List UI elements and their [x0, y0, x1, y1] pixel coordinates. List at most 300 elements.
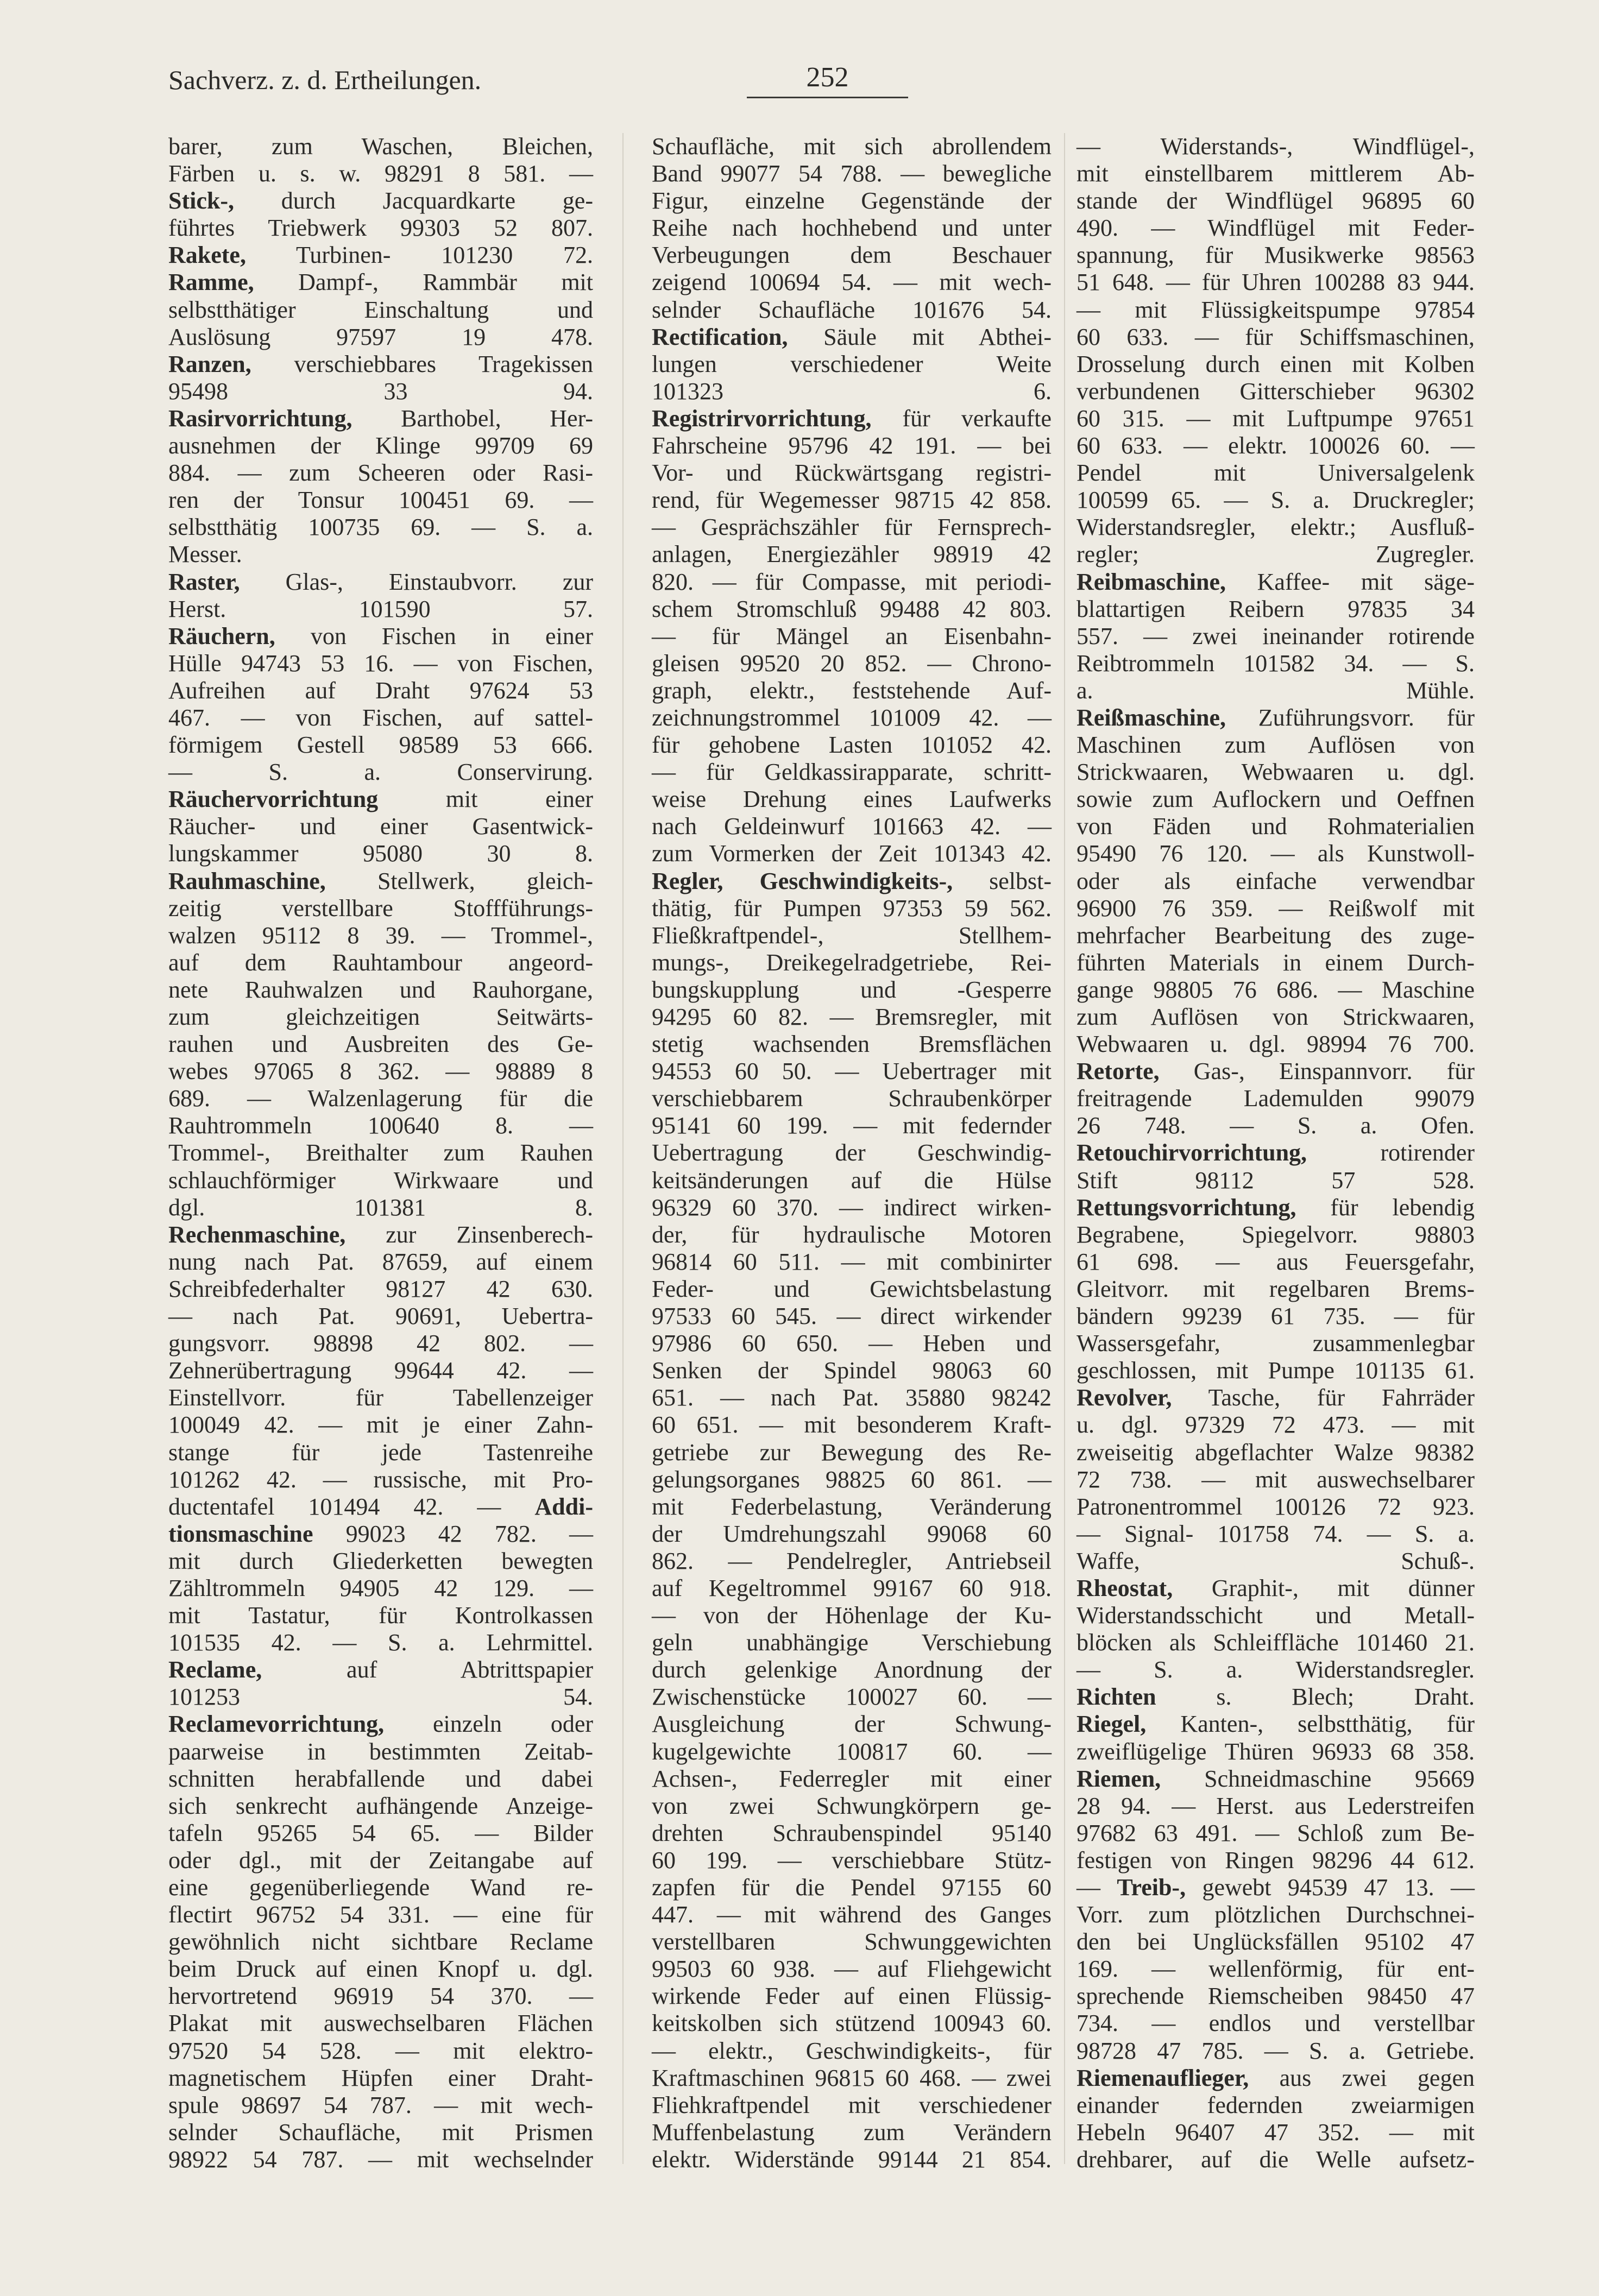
index-text: mit Tastatur, für Kontrolkassen	[168, 1602, 593, 1629]
index-text: dgl. 101381 8.	[168, 1194, 593, 1221]
index-text: Vorr. zum plötzlichen Durchschnei-	[1077, 1901, 1475, 1928]
index-text: rotirender	[1307, 1139, 1475, 1166]
index-line	[652, 1330, 1052, 1357]
index-line	[652, 215, 1052, 242]
index-text: mit durch Gliederketten bewegten	[168, 1547, 593, 1574]
index-text: — elektr., Geschwindigkeits-, für	[652, 2037, 1052, 2064]
index-text: Gleitvorr. mit regelbaren Brems-	[1077, 1275, 1475, 1302]
index-line	[652, 1031, 1052, 1058]
index-headword: Stick-,	[168, 187, 234, 215]
index-line	[168, 459, 593, 487]
index-line	[168, 1656, 593, 1683]
index-line	[1077, 569, 1475, 596]
index-text: selnder Schaufläche 101676 54.	[652, 296, 1052, 323]
index-line	[1077, 324, 1475, 351]
index-line	[168, 2119, 593, 2146]
index-line	[1077, 2010, 1475, 2037]
index-line	[1077, 1384, 1475, 1411]
index-text: —	[1077, 1874, 1117, 1901]
index-text: Ausgleichung der Schwung-	[652, 1711, 1052, 1738]
index-line	[1077, 786, 1475, 813]
index-line	[1077, 895, 1475, 922]
index-text: 60 199. — verschiebbare Stütz-	[652, 1846, 1052, 1874]
index-text: 557. — zwei ineinander rotirende	[1077, 622, 1475, 649]
index-text: Maschinen zum Auflösen von	[1077, 731, 1475, 759]
index-line	[1077, 2119, 1475, 2146]
index-line	[1077, 1575, 1475, 1602]
index-text: 94553 60 50. — Uebertrager mit	[652, 1058, 1052, 1085]
running-header: Sachverz. z. d. Ertheilungen.	[168, 65, 482, 95]
index-text: führten Materials in einem Durch-	[1077, 949, 1475, 976]
index-line	[1077, 677, 1475, 704]
index-text: förmigem Gestell 98589 53 666.	[168, 731, 593, 759]
index-text: Waffe, Schuß-.	[1077, 1547, 1475, 1574]
index-text: Strickwaaren, Webwaaren u. dgl.	[1077, 759, 1475, 786]
index-line	[652, 1493, 1052, 1521]
index-line	[1077, 1738, 1475, 1765]
index-line	[1077, 1357, 1475, 1384]
index-line	[1077, 1793, 1475, 1820]
index-line	[168, 1439, 593, 1466]
index-line	[1077, 1656, 1475, 1683]
index-text: nung nach Pat. 87659, auf einem	[168, 1248, 593, 1275]
index-text: Dampf-, Rammbär mit	[254, 269, 593, 296]
index-text: gewöhnlich nicht sichtbare Reclame	[168, 1928, 593, 1956]
index-headword: Rectification,	[652, 323, 788, 350]
index-line	[1077, 1031, 1475, 1058]
index-line	[168, 487, 593, 514]
index-column-1	[168, 133, 593, 2173]
index-headword: Richten	[1077, 1683, 1156, 1711]
index-line	[652, 324, 1052, 351]
index-line	[1077, 1874, 1475, 1901]
index-text: selbstthätig 100735 69. — S. a.	[168, 514, 593, 541]
index-text: 98728 47 785. — S. a. Getriebe.	[1077, 2037, 1475, 2064]
index-line	[168, 1248, 593, 1276]
index-text: — Gesprächszähler für Fernsprech-	[652, 514, 1052, 541]
index-text: von Fischen in einer	[275, 622, 593, 649]
index-headword: Retorte,	[1077, 1058, 1160, 1085]
index-line	[168, 432, 593, 459]
index-line	[168, 1276, 593, 1303]
index-text: Herst. 101590 57.	[168, 595, 593, 622]
index-text: 60 633. — für Schiffsmaschinen,	[1077, 323, 1475, 350]
index-text: zeichnungstrommel 101009 42. —	[652, 704, 1052, 731]
index-line	[168, 868, 593, 895]
index-text: — für Mängel an Eisenbahn-	[652, 622, 1052, 649]
index-text: tafeln 95265 54 65. — Bilder	[168, 1819, 593, 1846]
index-line	[652, 187, 1052, 215]
index-line	[1077, 1303, 1475, 1330]
index-line	[652, 1004, 1052, 1031]
index-line	[1077, 514, 1475, 541]
index-line	[652, 677, 1052, 704]
index-line	[1077, 1248, 1475, 1276]
index-line	[1077, 1139, 1475, 1166]
index-headword: Rheostat,	[1077, 1574, 1173, 1601]
index-text: Drosselung durch einen mit Kolben	[1077, 350, 1475, 377]
index-text: barer, zum Waschen, Bleichen,	[168, 133, 593, 160]
index-text: Stellwerk, gleich-	[325, 867, 593, 894]
index-line	[1077, 1629, 1475, 1656]
index-line	[1077, 1411, 1475, 1439]
index-line	[652, 1683, 1052, 1711]
index-line	[652, 2065, 1052, 2092]
index-text: Reihe nach hochhebend und unter	[652, 215, 1052, 242]
index-text: selbstthätiger Einschaltung und	[168, 296, 593, 323]
index-headword: Reißmaschine,	[1077, 704, 1226, 731]
index-text: Gas-, Einspannvorr. für	[1159, 1058, 1475, 1085]
index-line	[168, 1411, 593, 1439]
index-text: Zwischenstücke 100027 60. —	[652, 1683, 1052, 1711]
index-line	[1077, 2146, 1475, 2173]
index-line	[1077, 976, 1475, 1004]
index-text: durch gelenkige Anordnung der	[652, 1656, 1052, 1683]
index-text: einander federnden zweiarmigen	[1077, 2091, 1475, 2118]
index-text: Wassersgefahr, zusammenlegbar	[1077, 1330, 1475, 1357]
index-line	[168, 2092, 593, 2119]
index-text: geln unabhängige Verschiebung	[652, 1629, 1052, 1656]
index-line	[168, 133, 593, 160]
index-line	[168, 1330, 593, 1357]
index-line	[168, 650, 593, 677]
index-line	[1077, 1820, 1475, 1847]
index-line	[652, 269, 1052, 296]
index-text: weise Drehung eines Laufwerks	[652, 786, 1052, 813]
index-line	[652, 133, 1052, 160]
index-text: Patronentrommel 100126 72 923.	[1077, 1493, 1475, 1520]
index-line	[168, 1466, 593, 1493]
index-line	[1077, 242, 1475, 269]
index-line	[652, 297, 1052, 324]
index-line	[1077, 405, 1475, 432]
index-text: anlagen, Energiezähler 98919 42	[652, 541, 1052, 568]
index-line	[1077, 1521, 1475, 1548]
index-line	[1077, 2065, 1475, 2092]
index-headword: tionsmaschine	[168, 1520, 313, 1547]
index-text: Fliehkraftpendel mit verschiedener	[652, 2091, 1052, 2118]
index-text: schem Stromschluß 99488 42 803.	[652, 595, 1052, 622]
index-line	[168, 215, 593, 242]
index-line	[168, 324, 593, 351]
index-line	[1077, 1683, 1475, 1711]
index-line	[652, 1194, 1052, 1221]
index-text: zweiflügelige Thüren 96933 68 358.	[1077, 1738, 1475, 1765]
index-line	[1077, 133, 1475, 160]
index-line	[652, 623, 1052, 650]
index-text: 95498 33 94.	[168, 377, 593, 405]
index-text: Pendel mit Universalgelenk	[1077, 459, 1475, 487]
index-text: blattartigen Reibern 97835 34	[1077, 595, 1475, 622]
index-text: — Widerstands-, Windflügel-,	[1077, 133, 1475, 160]
index-text: festigen von Ringen 98296 44 612.	[1077, 1846, 1475, 1874]
index-text: bungskupplung und -Gesperre	[652, 976, 1052, 1003]
index-line	[652, 541, 1052, 568]
index-text: kugelgewichte 100817 60. —	[652, 1738, 1052, 1765]
index-line	[168, 1983, 593, 2010]
index-line	[168, 704, 593, 731]
index-text: Rauhtrommeln 100640 8. —	[168, 1112, 593, 1139]
index-text: Kraftmaschinen 96815 60 468. — zwei	[652, 2064, 1052, 2091]
index-text: Fließkraftpendel-, Stellhem-	[652, 922, 1052, 949]
index-line	[652, 1139, 1052, 1166]
index-line	[652, 1956, 1052, 1983]
index-text: zweiseitig abgeflachter Walze 98382	[1077, 1439, 1475, 1466]
index-text: schlauchförmiger Wirkwaare und	[168, 1166, 593, 1194]
index-column-2	[652, 133, 1052, 2173]
index-text: 72 738. — mit auswechselbarer	[1077, 1466, 1475, 1493]
index-line	[652, 1983, 1052, 2010]
index-text: hervortretend 96919 54 370. —	[168, 1983, 593, 2010]
index-line	[1077, 2092, 1475, 2119]
index-line	[1077, 1956, 1475, 1983]
index-text: 100049 42. — mit je einer Zahn-	[168, 1411, 593, 1439]
index-line	[652, 922, 1052, 949]
index-text: — nach Pat. 90691, Uebertra-	[168, 1303, 593, 1330]
index-text: Verbeugungen dem Beschauer	[652, 242, 1052, 269]
index-text: sprechende Riemscheiben 98450 47	[1077, 1983, 1475, 2010]
index-line	[168, 1303, 593, 1330]
index-line	[652, 514, 1052, 541]
index-line	[168, 840, 593, 867]
index-text: webes 97065 8 362. — 98889 8	[168, 1058, 593, 1085]
index-text: für lebendig	[1296, 1194, 1475, 1221]
index-line	[652, 1874, 1052, 1901]
index-headword: Riemen,	[1077, 1765, 1161, 1792]
index-text: Widerstandsschicht und Metall-	[1077, 1602, 1475, 1629]
index-line	[1077, 1466, 1475, 1493]
index-headword: Revolver,	[1077, 1384, 1172, 1411]
index-text: Turbinen- 101230 72.	[245, 242, 593, 269]
index-text: 820. — für Compasse, mit periodi-	[652, 568, 1052, 595]
index-line	[1077, 1928, 1475, 1956]
index-text: 100599 65. — S. a. Druckregler;	[1077, 487, 1475, 514]
index-line	[168, 786, 593, 813]
index-text: zapfen für die Pendel 97155 60	[652, 1874, 1052, 1901]
index-text: flectirt 96752 54 331. — eine für	[168, 1901, 593, 1928]
index-line	[1077, 487, 1475, 514]
index-line	[652, 759, 1052, 786]
index-text: 61 698. — aus Feuersgefahr,	[1077, 1248, 1475, 1275]
index-line	[652, 1411, 1052, 1439]
index-text: 28 94. — Herst. aus Lederstreifen	[1077, 1792, 1475, 1819]
index-line	[1077, 1085, 1475, 1112]
index-text: führtes Triebwerk 99303 52 807.	[168, 215, 593, 242]
index-line	[168, 1058, 593, 1085]
index-text: 95490 76 120. — als Kunstwoll-	[1077, 840, 1475, 867]
index-line	[168, 1602, 593, 1629]
index-line	[652, 813, 1052, 840]
index-headword: Addi-	[534, 1493, 593, 1520]
index-line	[1077, 1276, 1475, 1303]
index-text: u. dgl. 97329 72 473. — mit	[1077, 1411, 1475, 1439]
index-line	[1077, 623, 1475, 650]
index-text: zum gleichzeitigen Seitwärts-	[168, 1004, 593, 1030]
index-text: Aufreihen auf Draht 97624 53	[168, 677, 593, 704]
index-line	[652, 1466, 1052, 1493]
index-line	[168, 1139, 593, 1166]
index-line	[652, 976, 1052, 1004]
index-text: aus zwei gegen	[1249, 2064, 1475, 2091]
index-text: Graphit-, mit dünner	[1173, 1574, 1475, 1601]
index-text: nach Geldeinwurf 101663 42. —	[652, 813, 1052, 840]
index-line	[1077, 840, 1475, 867]
index-line	[652, 1384, 1052, 1411]
index-line	[168, 378, 593, 405]
index-line	[168, 1357, 593, 1384]
index-text: Schreibfederhalter 98127 42 630.	[168, 1275, 593, 1302]
index-headword: Rakete,	[168, 242, 246, 269]
index-line	[1077, 459, 1475, 487]
page-number: 252	[747, 61, 908, 98]
index-line	[168, 1874, 593, 1901]
index-text: der Umdrehungszahl 99068 60	[652, 1520, 1052, 1547]
index-text: 447. — mit während des Ganges	[652, 1901, 1052, 1928]
index-text: Barthobel, Her-	[352, 405, 593, 432]
index-text: zeitig verstellbare Stoffführungs-	[168, 894, 593, 922]
index-line	[168, 242, 593, 269]
index-text: eine gegenüberliegende Wand re-	[168, 1874, 593, 1901]
index-text: walzen 95112 8 39. — Trommel-,	[168, 922, 593, 949]
index-text: rend, für Wegemesser 98715 42 858.	[652, 487, 1052, 514]
index-line	[1077, 596, 1475, 623]
index-text: drehten Schraubenspindel 95140	[652, 1819, 1052, 1846]
index-column-3	[1077, 133, 1475, 2173]
index-text: Widerstandsregler, elektr.; Ausfluß-	[1077, 514, 1475, 541]
index-text: 98922 54 787. — mit wechselnder	[168, 2146, 593, 2173]
index-headword: Riemenauflieger,	[1077, 2064, 1249, 2091]
index-line	[168, 405, 593, 432]
index-text: Säule mit Abthei-	[788, 323, 1052, 350]
index-text: — von der Höhenlage der Ku-	[652, 1602, 1052, 1629]
index-text: sich senkrecht aufhängende Anzeige-	[168, 1792, 593, 1819]
index-text: — Signal- 101758 74. — S. a.	[1077, 1520, 1475, 1547]
index-line	[168, 1221, 593, 1248]
index-text: a. Mühle.	[1077, 677, 1475, 704]
index-line	[652, 242, 1052, 269]
index-text: Achsen-, Federregler mit einer	[652, 1765, 1052, 1792]
index-line	[652, 1820, 1052, 1847]
index-text: ren der Tonsur 100451 69. —	[168, 487, 593, 514]
index-text: 101262 42. — russische, mit Pro-	[168, 1466, 593, 1493]
index-line	[652, 1167, 1052, 1194]
index-line	[1077, 1004, 1475, 1031]
index-line	[652, 1656, 1052, 1683]
index-line	[652, 160, 1052, 187]
index-line	[168, 1901, 593, 1928]
index-text: Schaufläche, mit sich abrollendem	[652, 133, 1052, 160]
index-text: Zehnerübertragung 99644 42. —	[168, 1357, 593, 1384]
index-text: den bei Unglücksfällen 95102 47	[1077, 1928, 1475, 1956]
index-text: 96900 76 359. — Reißwolf mit	[1077, 894, 1475, 922]
index-text: gungsvorr. 98898 42 802. —	[168, 1330, 593, 1357]
index-line	[168, 1956, 593, 1983]
index-line	[652, 731, 1052, 759]
index-text: Glas-, Einstaubvorr. zur	[240, 568, 593, 595]
index-line	[652, 1901, 1052, 1928]
index-line	[652, 786, 1052, 813]
index-line	[168, 2146, 593, 2173]
index-line	[168, 1384, 593, 1411]
index-line	[168, 2065, 593, 2092]
index-headword: Räuchervorrichtung	[168, 786, 379, 813]
index-line	[652, 569, 1052, 596]
index-line	[168, 976, 593, 1004]
index-line	[1077, 650, 1475, 677]
index-line	[652, 2092, 1052, 2119]
index-line	[168, 569, 593, 596]
index-text: sowie zum Auflockern und Oeffnen	[1077, 786, 1475, 813]
index-line	[168, 677, 593, 704]
index-line	[1077, 269, 1475, 296]
index-headword: Retouchirvorrichtung,	[1077, 1139, 1307, 1166]
index-headword: Ramme,	[168, 269, 254, 296]
index-text: gleisen 99520 20 852. — Chrono-	[652, 649, 1052, 677]
index-text: lungen verschiedener Weite	[652, 350, 1052, 377]
index-line	[168, 1575, 593, 1602]
index-line	[652, 1793, 1052, 1820]
index-line	[652, 1521, 1052, 1548]
index-line	[652, 1847, 1052, 1874]
index-line	[1077, 1167, 1475, 1194]
index-line	[652, 1112, 1052, 1139]
index-text: — mit Flüssigkeitspumpe 97854	[1077, 296, 1475, 323]
index-text: mungs-, Dreikegelradgetriebe, Rei-	[652, 949, 1052, 976]
index-line	[1077, 949, 1475, 976]
index-text: zur Zinsenberech-	[345, 1221, 593, 1248]
index-line	[1077, 704, 1475, 731]
index-line	[652, 351, 1052, 378]
index-text: spannung, für Musikwerke 98563	[1077, 242, 1475, 269]
index-line	[652, 895, 1052, 922]
index-line	[1077, 541, 1475, 568]
index-headword: Rechenmaschine,	[168, 1221, 346, 1248]
index-text: gewebt 94539 47 13. —	[1186, 1874, 1475, 1901]
index-headword: Raster,	[168, 568, 240, 595]
index-text: mit einer	[378, 786, 593, 813]
index-headword: Reclame,	[168, 1656, 262, 1683]
index-text: Webwaaren u. dgl. 98994 76 700.	[1077, 1031, 1475, 1058]
index-line	[168, 1031, 593, 1058]
index-text: 467. — von Fischen, auf sattel-	[168, 704, 593, 731]
index-line	[168, 1167, 593, 1194]
index-text: regler; Zugregler.	[1077, 541, 1475, 568]
index-line	[168, 1765, 593, 1793]
index-text: einzeln oder	[384, 1711, 593, 1738]
index-text: Kaffee- mit säge-	[1226, 568, 1475, 595]
index-line	[652, 596, 1052, 623]
index-text: 651. — nach Pat. 35880 98242	[652, 1384, 1052, 1411]
index-text: Uebertragung der Geschwindig-	[652, 1139, 1052, 1166]
index-text: s. Blech; Draht.	[1156, 1683, 1475, 1711]
index-text: der, für hydraulische Motoren	[652, 1221, 1052, 1248]
index-text: spule 98697 54 787. — mit wech-	[168, 2091, 593, 2118]
index-text: blöcken als Schleiffläche 101460 21.	[1077, 1629, 1475, 1656]
index-line	[652, 1058, 1052, 1085]
index-text: 97682 63 491. — Schloß zum Be-	[1077, 1819, 1475, 1846]
index-line	[168, 514, 593, 541]
index-line	[1077, 1711, 1475, 1738]
index-text: Hebeln 96407 47 352. — mit	[1077, 2118, 1475, 2146]
index-line	[1077, 1330, 1475, 1357]
index-line	[652, 378, 1052, 405]
index-text: mehrfacher Bearbeitung des zuge-	[1077, 922, 1475, 949]
index-line	[168, 1793, 593, 1820]
index-text: 60 633. — elektr. 100026 60. —	[1077, 432, 1475, 459]
index-text: verstellbaren Schwunggewichten	[652, 1928, 1052, 1956]
index-text: 862. — Pendelregler, Antriebseil	[652, 1547, 1052, 1574]
index-line	[652, 459, 1052, 487]
